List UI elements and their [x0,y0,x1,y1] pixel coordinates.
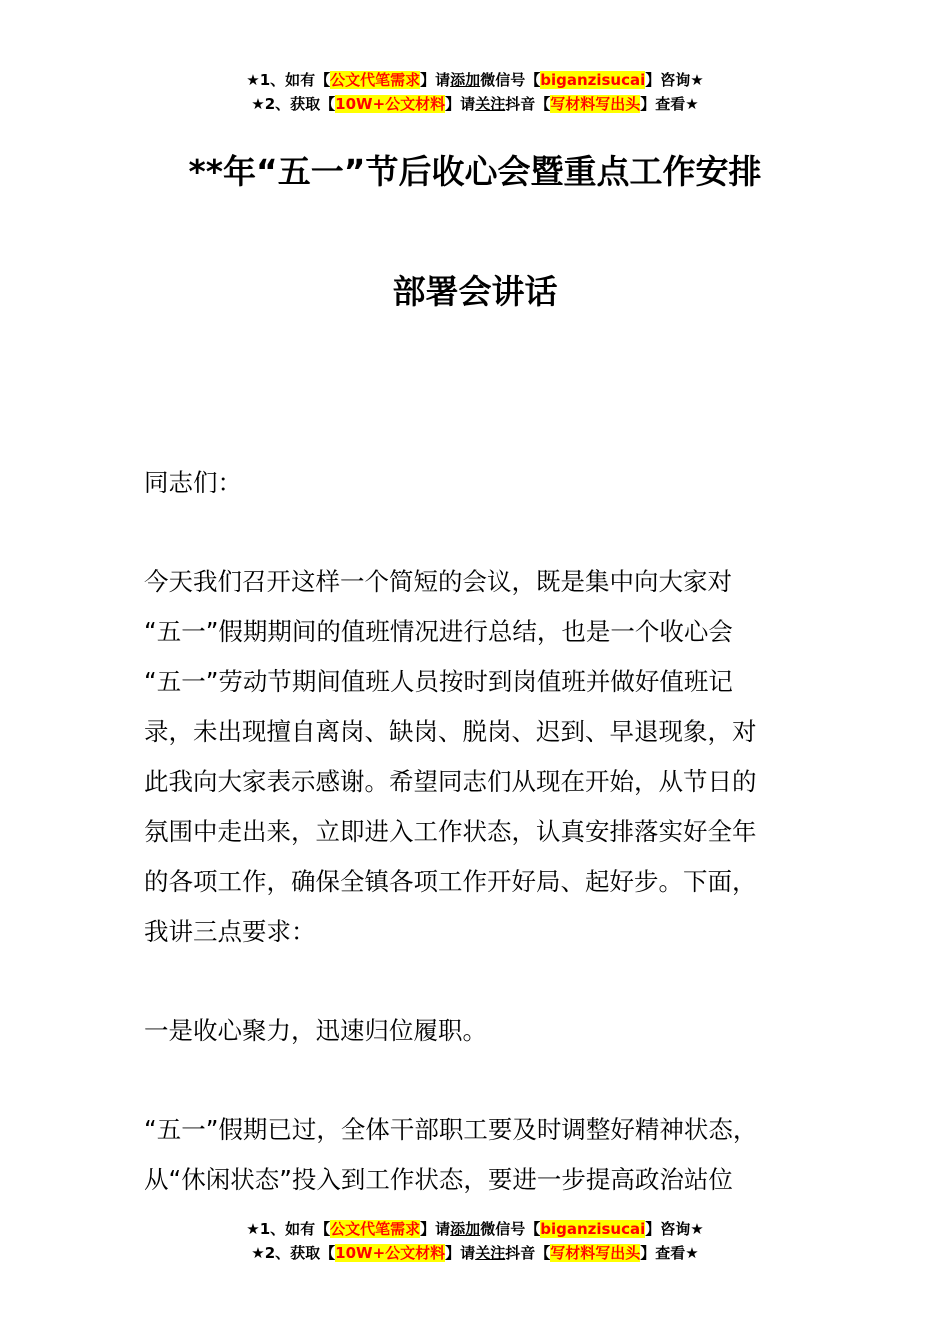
highlight-ghostwriting: 公文代笔需求 [330,71,421,89]
footer-ad-line-2: ★2、获取【10W+公文材料】请关注抖音【写材料写出头】查看★ [251,1244,699,1262]
body-line: 录，未出现擅自离岗、缺岗、脱岗、迟到、早退现象，对 [144,717,757,746]
body-line: 今天我们召开这样一个简短的会议，既是集中向大家对 [144,567,732,596]
star-icon: ★ [246,1220,260,1238]
star-icon: ★ [685,95,699,113]
highlight-douyin-account: 写材料写出头 [550,1244,641,1262]
body-line: 此我向大家表示感谢。希望同志们从现在开始，从节日的 [144,767,757,796]
footer-ad [0,1217,950,1265]
header-ad-line-2: ★2、获取【10W+公文材料】请关注抖音【写材料写出头】查看★ [251,95,699,113]
point-1-heading: 一是收心聚力，迅速归位履职。 [144,1016,487,1045]
body-paragraph-2 [144,1105,808,1205]
star-icon: ★ [690,71,704,89]
header-ad-line-1: ★1、如有【公文代笔需求】请添加微信号【biganzisucai】咨询★ [246,71,704,89]
star-icon: ★ [685,1244,699,1262]
body-line: 我讲三点要求： [144,917,316,946]
body-line: “五一”假期已过，全体干部职工要及时调整好精神状态， [144,1115,758,1144]
star-icon: ★ [251,1244,265,1262]
body-line: “五一”劳动节期间值班人员按时到岗值班并做好值班记 [144,667,733,696]
body-line: 的各项工作，确保全镇各项工作开好局、起好步。下面， [144,867,757,896]
highlight-materials: 10W+公文材料 [335,1244,446,1262]
highlight-wechat-id: biganzisucai [540,71,646,89]
highlight-ghostwriting: 公文代笔需求 [330,1220,421,1238]
footer-ad-line-1: ★1、如有【公文代笔需求】请添加微信号【biganzisucai】咨询★ [246,1220,704,1238]
highlight-materials: 10W+公文材料 [335,95,446,113]
document-title-line-2: 部署会讲话 [392,272,558,311]
greeting: 同志们： [144,468,242,497]
header-ad [0,68,950,116]
highlight-douyin-account: 写材料写出头 [550,95,641,113]
star-icon: ★ [246,71,260,89]
body-paragraph-1 [144,557,808,957]
document-title-line-1: **年“五一”节后收心会暨重点工作安排 [188,152,762,191]
body-line: 氛围中走出来，立即进入工作状态，认真安排落实好全年 [144,817,757,846]
star-icon: ★ [251,95,265,113]
body-line: 从“休闲状态”投入到工作状态，要进一步提高政治站位 [144,1165,733,1194]
highlight-wechat-id: biganzisucai [540,1220,646,1238]
star-icon: ★ [690,1220,704,1238]
body-line: “五一”假期期间的值班情况进行总结，也是一个收心会 [144,617,733,646]
